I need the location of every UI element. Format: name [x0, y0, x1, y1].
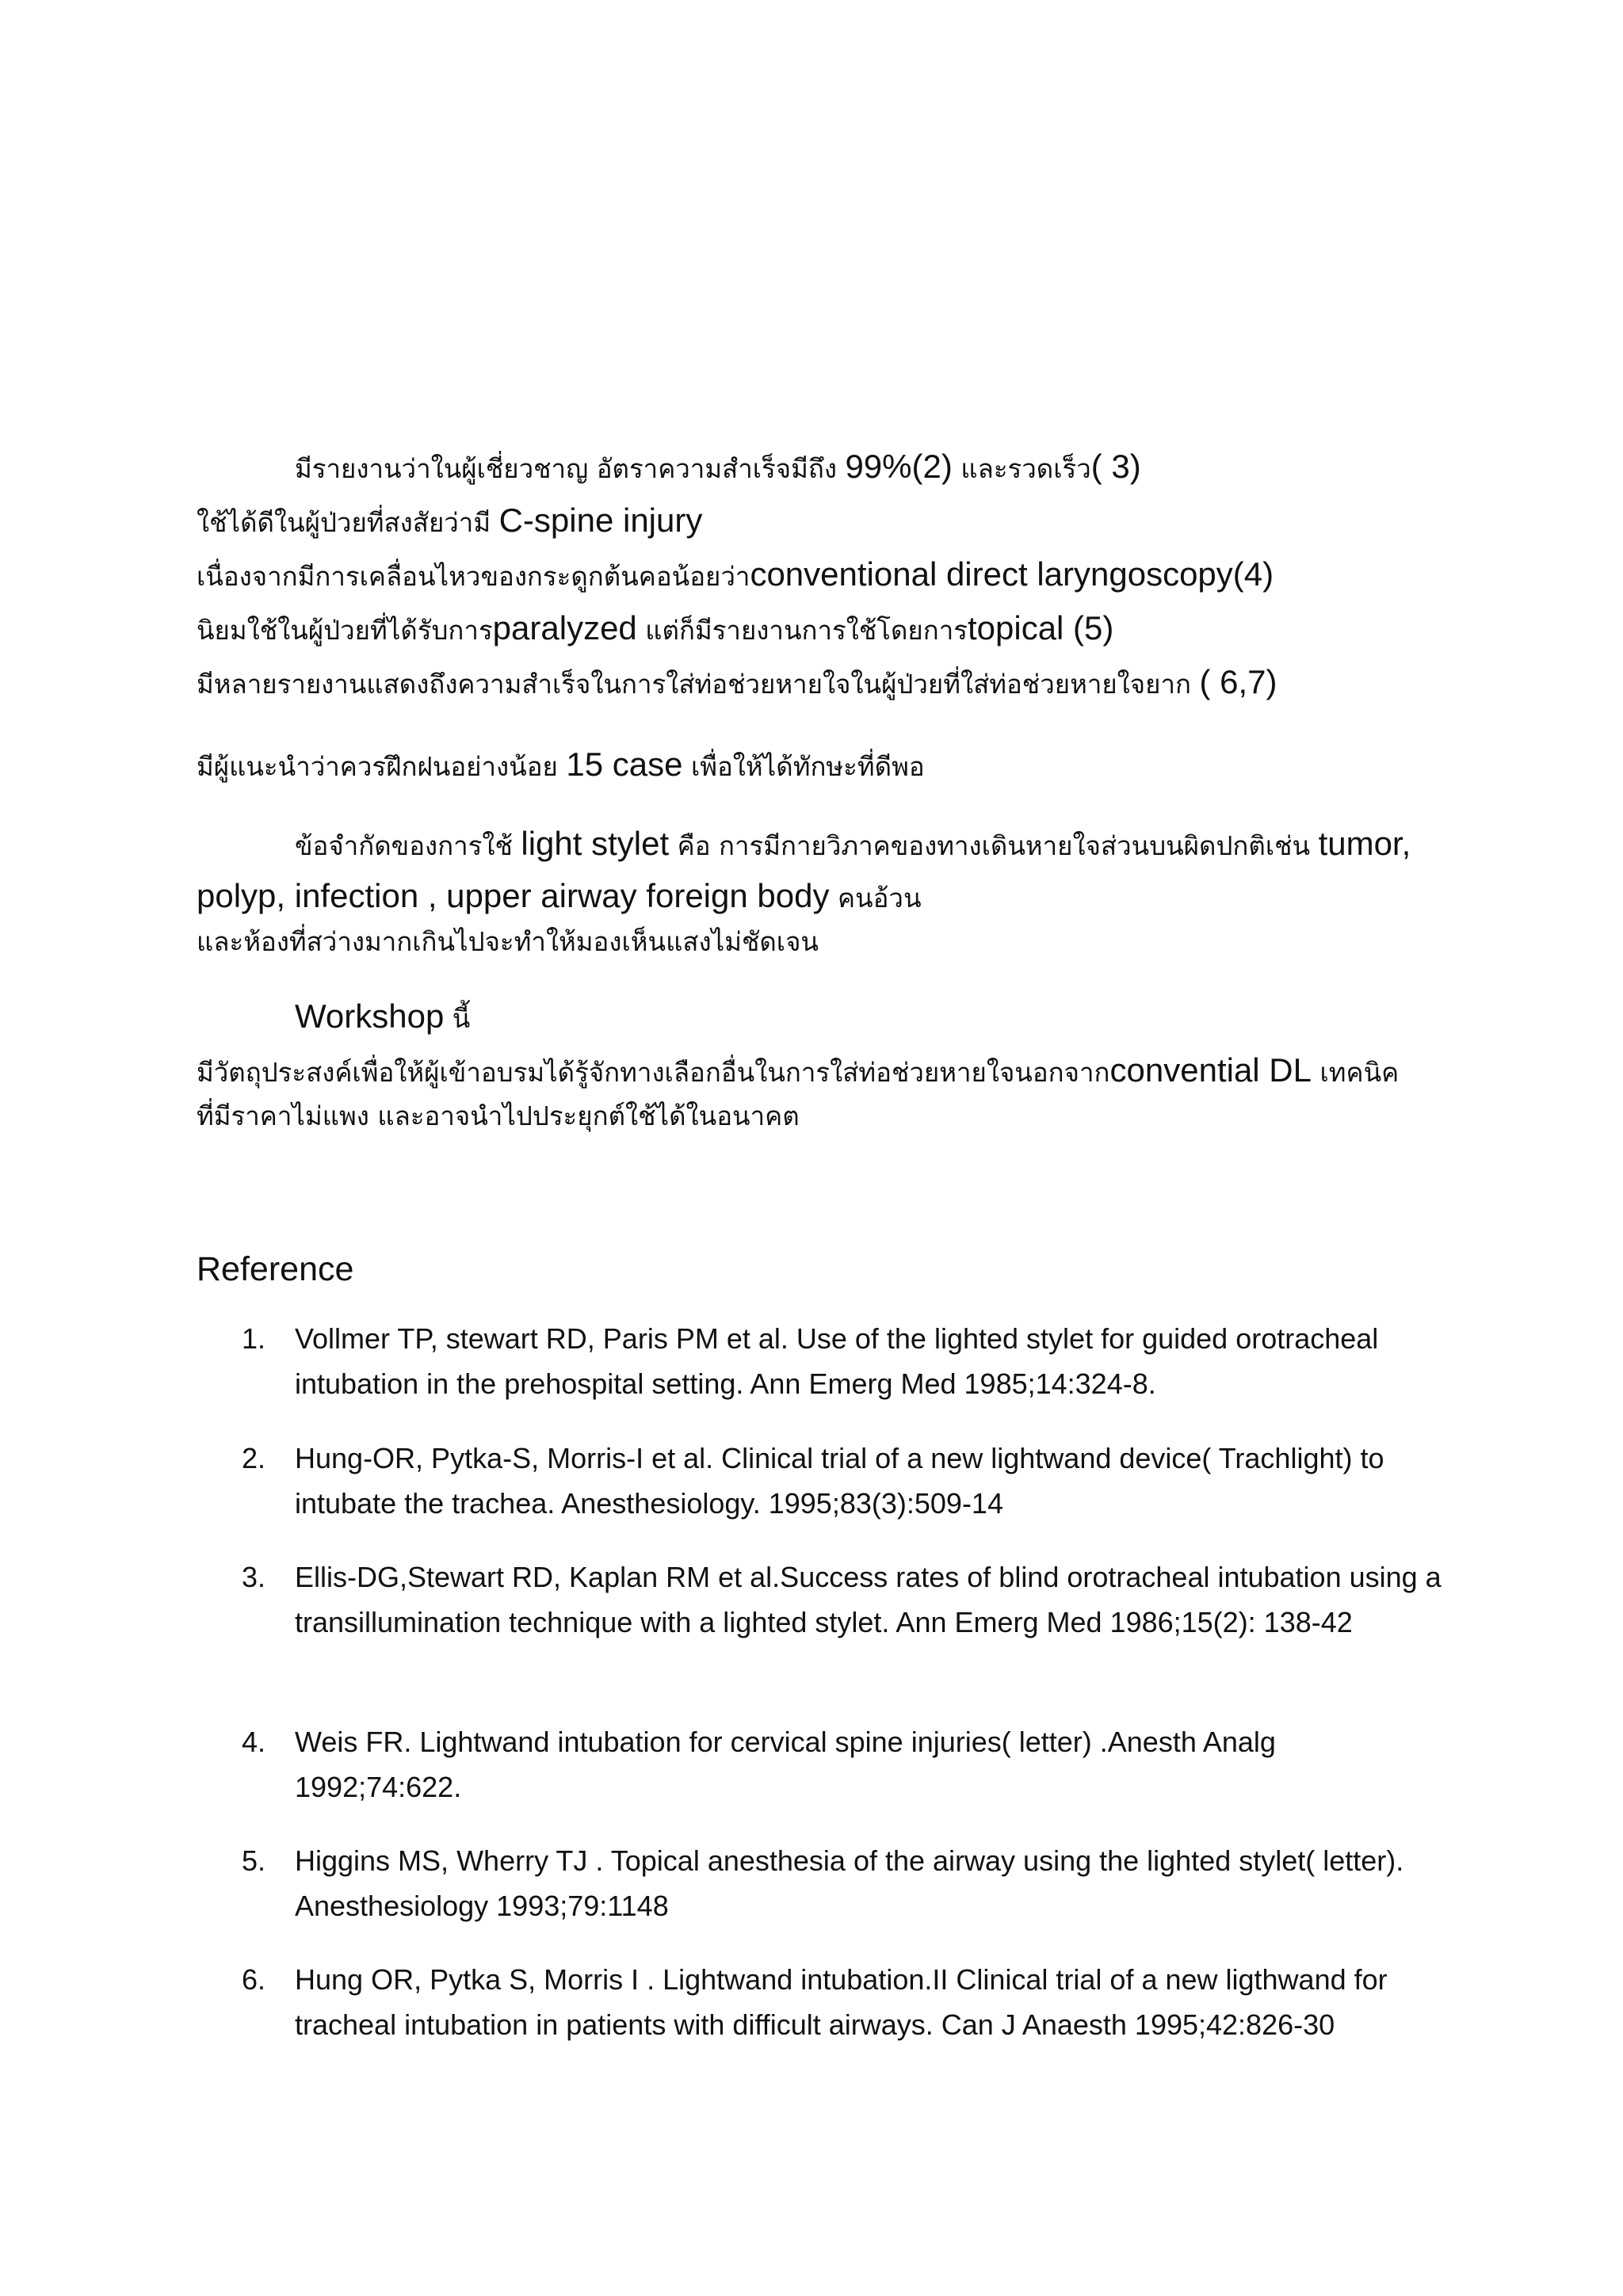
reference-number: 2.	[242, 1442, 266, 1474]
reference-text: Weis FR. Lightwand intubation for cervical spine injuries( letter) .Anesth Analg 1992;74:622.	[295, 1726, 1276, 1803]
reference-number: 3.	[242, 1561, 266, 1593]
paragraph-line	[295, 827, 1411, 860]
text-segment: 15 case	[566, 746, 683, 783]
text-segment: 99%(2)	[845, 448, 953, 485]
text-segment: มีรายงานว่าในผู้เชี่ยวชาญ อัตราความสำเร็จมีถึง	[295, 453, 846, 484]
reference-text: Higgins MS, Wherry TJ . Topical anesthesia of the airway using the lighted stylet( letter). Anesthesiology 1993;79:1148	[295, 1844, 1404, 1922]
reference-text: Hung-OR, Pytka-S, Morris-I et al. Clinical trial of a new lightwand device( Trachlight) to intubate the trachea. Anesthesiology. 1995;83(3):509-14	[295, 1442, 1384, 1520]
text-segment: Workshop	[295, 997, 445, 1035]
text-segment: นิยมใช้ในผู้ป่วยที่ได้รับการ	[197, 615, 493, 646]
text-segment: ข้อจำกัดของการใช้	[295, 830, 521, 861]
reference-text: Hung OR, Pytka S, Morris I . Lightwand intubation.II Clinical trial of a new ligthwand for tracheal intubation in patients with difficult airways. Can J Anaesth 1995;42:826-30	[295, 1963, 1388, 2041]
paragraph-line	[197, 1100, 800, 1131]
reference-item	[242, 1436, 1446, 1526]
text-segment: เนื่องจากมีการเคลื่อนไหวของกระดูกต้นคอน้อยว่า	[197, 561, 750, 592]
text-segment: เพื่อให้ได้ทักษะที่ดีพอ	[682, 751, 925, 782]
reference-item	[242, 1554, 1446, 1645]
reference-item	[242, 1957, 1446, 2047]
paragraph-line	[295, 450, 1141, 483]
text-segment: conventional direct laryngoscopy(4)	[750, 555, 1274, 593]
text-segment: tumor,	[1318, 825, 1411, 862]
text-segment: ( 3)	[1090, 448, 1141, 485]
text-segment: และรวดเร็ว	[952, 453, 1091, 484]
reference-item	[242, 1316, 1446, 1406]
paragraph-line	[197, 879, 922, 913]
text-segment: convential DL	[1109, 1051, 1312, 1089]
text-segment: มีผู้แนะนำว่าควรฝึกฝนอย่างน้อย	[197, 751, 567, 782]
reference-item	[242, 1838, 1446, 1928]
text-segment: topical (5)	[967, 609, 1114, 646]
text-segment: แต่ก็มีรายงานการใช้โดยการ	[636, 615, 968, 646]
paragraph-line	[197, 609, 1114, 646]
text-segment: นี้	[444, 1003, 471, 1034]
paragraph-line	[197, 663, 1277, 700]
reference-text: Vollmer TP, stewart RD, Paris PM et al. Use of the lighted stylet for guided orotracheal intubation in the prehospital setting. Ann Emerg Med 1985;14:324-8.	[295, 1322, 1379, 1400]
reference-heading: Reference	[197, 1250, 354, 1288]
text-segment: polyp, infection , upper airway foreign body	[197, 877, 830, 914]
paragraph-line	[197, 748, 925, 781]
text-segment: ที่มีราคาไม่แพง และอาจนำไปประยุกต์ใช้ได้ในอนาคต	[197, 1100, 800, 1131]
paragraph-line	[197, 1051, 1400, 1089]
text-segment: C-spine injury	[498, 502, 703, 539]
text-segment: มีวัตถุประสงค์เพื่อให้ผู้เข้าอบรมได้รู้จักทางเลือกอื่นในการใส่ท่อช่วยหายใจนอกจาก	[197, 1057, 1110, 1088]
paragraph-line	[197, 504, 702, 537]
text-segment: ( 6,7)	[1199, 663, 1277, 700]
text-segment: คือ การมีกายวิภาคของทางเดินหายใจส่วนบนผิดปกติเช่น	[669, 830, 1319, 861]
reference-text: Ellis-DG,Stewart RD, Kaplan RM et al.Success rates of blind orotracheal intubation using a transillumination technique with a lighted stylet. Ann Emerg Med 1986;15(2): 138-42	[295, 1561, 1442, 1638]
text-segment: คนอ้วน	[829, 883, 922, 913]
reference-number: 6.	[242, 1963, 266, 1996]
text-segment: paralyzed	[492, 609, 637, 646]
text-segment: เทคนิค	[1312, 1057, 1400, 1088]
text-segment: light stylet	[521, 825, 670, 862]
text-segment: และห้องที่สว่างมากเกินไปจะทำให้มองเห็นแสงไม่ชัดเจน	[197, 926, 819, 957]
paragraph-line	[295, 997, 471, 1035]
reference-number: 1.	[242, 1322, 266, 1355]
text-segment: ใช้ได้ดีในผู้ป่วยที่สงสัยว่ามี	[197, 507, 499, 538]
reference-number: 4.	[242, 1726, 266, 1758]
paragraph-line	[197, 926, 819, 957]
reference-number: 5.	[242, 1844, 266, 1877]
paragraph-line	[197, 555, 1274, 593]
reference-item	[242, 1719, 1446, 1810]
text-segment: มีหลายรายงานแสดงถึงความสำเร็จในการใส่ท่อช่วยหายใจในผู้ป่วยที่ใส่ท่อช่วยหายใจยาก	[197, 669, 1200, 700]
